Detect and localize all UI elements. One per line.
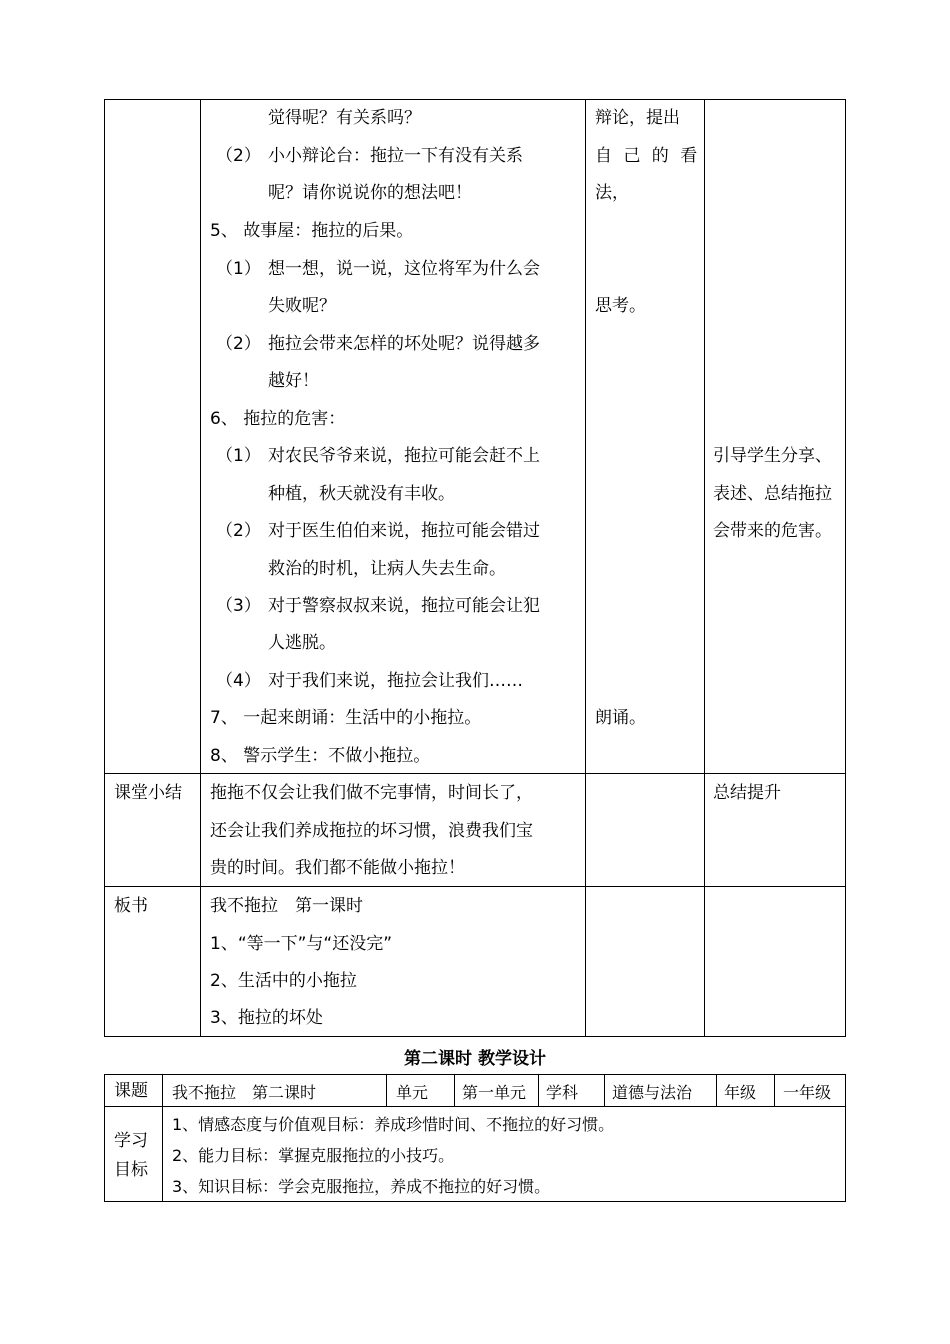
process-line: 对农民爷爷来说，拖拉可能会赶不上 [268,446,540,466]
process-line: 种植，秋天就没有丰收。 [268,484,455,504]
board-line: 3、拖拉的坏处 [210,1008,323,1028]
process-line: 呢？请你说说你的想法吧！ [268,183,472,203]
process-line: 觉得呢？有关系吗？ [268,108,421,128]
goal-item: 1、情感态度与价值观目标：养成珍惜时间、不拖拉的好习惯。 [172,1115,615,1134]
design-intent-line: 表述、总结拖拉 [713,484,832,504]
goals-label: 目标 [114,1160,148,1180]
subject-label: 学科 [546,1083,579,1102]
summary-intent: 总结提升 [713,783,781,803]
process-index: （2） [216,521,261,541]
board-label: 板书 [114,896,148,916]
process-line: 对于警察叔叔来说，拖拉可能会让犯 [268,596,540,616]
process-index: （1） [216,259,261,279]
student-activity-line: 法， [595,183,629,203]
process-heading: 6、 拖拉的危害： [210,409,346,429]
summary-line: 拖拖不仅会让我们做不完事情，时间长了， [210,783,533,803]
student-activity-line: 朗诵。 [595,708,646,728]
board-line: 我不拖拉 第一课时 [210,896,363,916]
summary-label: 课堂小结 [114,783,182,803]
design-intent-line: 会带来的危害。 [713,521,832,541]
process-index: （2） [216,146,261,166]
process-heading: 7、 一起来朗诵：生活中的小拖拉。 [210,708,482,728]
process-index: （1） [216,446,261,466]
section-title: 第二课时 教学设计 [404,1049,546,1069]
process-heading: 8、 警示学生：不做小拖拉。 [210,746,431,766]
student-activity-line: 思考。 [595,296,646,316]
unit-value: 第一单元 [462,1083,527,1102]
unit-label: 单元 [396,1083,429,1102]
process-line: 对于医生伯伯来说，拖拉可能会错过 [268,521,540,541]
process-line: 救治的时机，让病人失去生命。 [268,559,506,579]
goals-label: 学习 [114,1131,148,1151]
student-activity-line: 自 己 的 看 [595,146,701,166]
process-line: 对于我们来说，拖拉会让我们…… [268,671,523,691]
subject-value: 道德与法治 [612,1083,693,1102]
process-index: （2） [216,334,261,354]
process-line: 失败呢？ [268,296,336,316]
process-line: 越好！ [268,371,319,391]
process-index: （3） [216,596,261,616]
topic-label: 课题 [114,1081,148,1101]
board-line: 1、“等一下”与“还没完” [210,934,393,954]
summary-line: 还会让我们养成拖拉的坏习惯，浪费我们宝 [210,821,533,841]
topic-value: 我不拖拉 第二课时 [172,1083,317,1102]
process-line: 人逃脱。 [268,633,336,653]
process-heading: 5、 故事屋：拖拉的后果。 [210,221,414,241]
goal-item: 2、能力目标：掌握克服拖拉的小技巧。 [172,1146,455,1165]
summary-line: 贵的时间。我们都不能做小拖拉！ [210,858,465,878]
process-line: 拖拉会带来怎样的坏处呢？说得越多 [268,334,540,354]
process-line: 想一想，说一说，这位将军为什么会 [268,259,540,279]
grade-value: 一年级 [783,1083,832,1102]
goal-item: 3、知识目标：学会克服拖拉，养成不拖拉的好习惯。 [172,1177,551,1196]
process-index: （4） [216,671,261,691]
process-line: 小小辩论台：拖拉一下有没有关系 [268,146,523,166]
student-activity-line: 辩论，提出 [595,108,680,128]
board-line: 2、生活中的小拖拉 [210,971,357,991]
grade-label: 年级 [724,1083,757,1102]
design-intent-line: 引导学生分享、 [713,446,832,466]
